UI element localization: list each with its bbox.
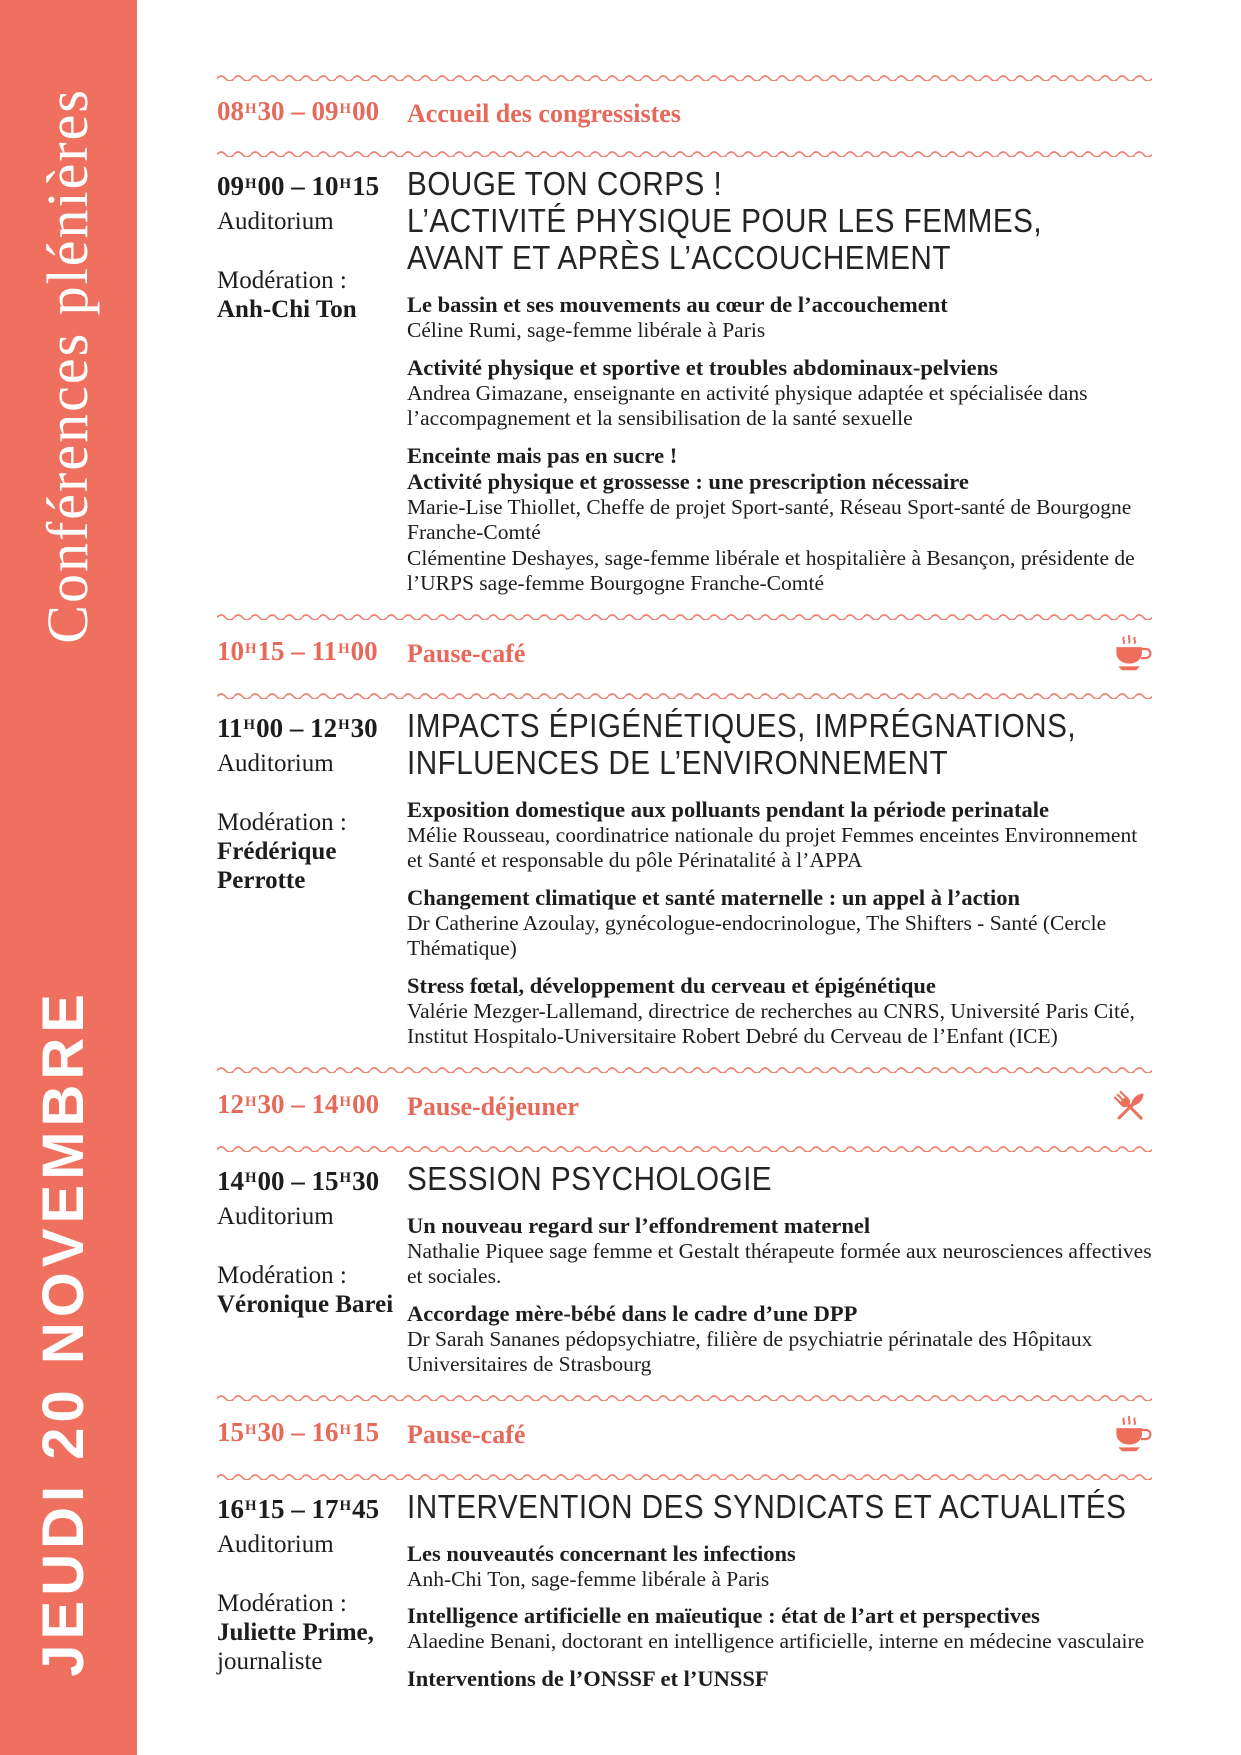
talk [407,1301,1152,1378]
break-row-pause-cafe-1 [217,620,1152,690]
track-label: Conférences plénières [35,88,100,644]
break-time: $12^H30 - 14^H00$ [217,1089,380,1119]
talk [407,1666,1152,1692]
moderation-block [217,808,407,895]
break-label: Pause-café [407,1419,526,1449]
wavy-divider [217,72,1152,81]
day-label: JEUDI 20 NOVEMBRE [31,989,96,1677]
talk-speaker: Andrea Gimazane, enseignante en activité physique adaptée et spécialisée dans l’accompagnement et la sensibilisation de la santé sexuelle [407,380,1088,430]
wavy-divider [217,1392,1152,1401]
session-meta [217,711,407,1050]
talk-speaker: Céline Rumi, sage-femme libérale à Paris [407,318,766,342]
talk-title: Un nouveau regard sur l’effondrement maternel [407,1212,871,1238]
session-room: Auditorium [217,1530,334,1558]
talk [407,443,1152,597]
session-syndicats-actualites [217,1487,1152,1692]
wavy-divider [217,611,1152,620]
cutlery-icon [1108,1086,1152,1128]
wavy-divider [217,148,1152,157]
moderation-block [217,1589,407,1676]
talk-title: Interventions de l’ONSSF et l’UNSSF [407,1665,769,1691]
session-content [407,706,1152,1050]
coffee-cup-icon [1110,633,1152,675]
wavy-divider [217,1143,1152,1152]
break-time: $10^H15 - 11^H00$ [217,636,378,666]
session-title: INTERVENTION DES SYNDICATS ET ACTUALITÉS [407,1487,1127,1525]
talk-speaker: Valérie Mezger-Lallemand, directrice de recherches au CNRS, Université Paris Cité, Institut Hospitalo-Universitaire Robert Debré du Cerveau de l’Enfant (ICE) [407,998,1135,1048]
session-room: Auditorium [217,1202,334,1230]
talk [407,1213,1152,1290]
talk [407,292,1152,344]
talk-speaker: Alaedine Benani, doctorant en intelligence artificielle, interne en médecine vasculaire [407,1629,1145,1653]
talk-title: Enceinte mais pas en sucre ! [407,442,678,468]
moderation-label: Modération : [217,1589,347,1617]
session-time: $11^H00 - 12^H30$ [217,712,378,743]
session-time: $09^H00 - 10^H15$ [217,171,380,201]
moderator-name: Véronique Barei [217,1290,394,1318]
moderation-label: Modération : [217,267,347,294]
break-row-accueil [217,81,1152,148]
break-label: Pause-café [407,638,526,668]
session-psychologie [217,1159,1152,1378]
talk [407,797,1152,874]
break-row-pause-cafe-2 [217,1401,1152,1471]
talk [407,1541,1152,1593]
break-time: $15^H30 - 16^H15$ [217,1417,380,1447]
schedule-column [217,0,1152,1706]
talk [407,1603,1152,1655]
talk-speaker: Mélie Rousseau, coordinatrice nationale du projet Femmes enceintes Environnement et Santé et responsable du pôle Périnatalité à l’APPA [407,822,1138,872]
talk-title: Le bassin et ses mouvements au cœur de l’accouchement [407,292,948,317]
talk-title: Exposition domestique aux polluants pendant la période perinatale [407,796,1049,822]
session-bouge-ton-corps [217,165,1152,597]
session-impacts-epigenetiques [217,706,1152,1050]
session-title: BOUGE TON CORPS ! L’ACTIVITÉ PHYSIQUE POUR LES FEMMES, AVANT ET APRÈS L’ACCOUCHEMENT [407,165,1043,276]
wavy-divider [217,1064,1152,1073]
moderation-block [217,1261,407,1319]
break-label: Accueil des congressistes [407,98,681,128]
wavy-divider [217,1471,1152,1480]
moderator-name: Anh-Chi Ton [217,296,357,323]
session-room: Auditorium [217,208,334,235]
moderator-name: Frédérique Perrotte [217,837,337,894]
talk-title: Intelligence artificielle en maïeutique : état de l’art et perspectives [407,1603,1040,1628]
moderator-note: journaliste [217,1647,323,1675]
session-content [407,1159,1152,1378]
session-title: SESSION PSYCHOLOGIE [407,1159,773,1197]
talk-title: Activité physique et sportive et troubles abdominaux-pelviens [407,354,998,380]
wavy-divider [217,690,1152,699]
session-content [407,165,1152,597]
session-content [407,1487,1152,1692]
talk-speaker: Marie-Lise Thiollet, Cheffe de projet Sport-santé, Réseau Sport-santé de Bourgogne Franche-Comté [407,494,1132,544]
moderator-name: Juliette Prime, [217,1618,374,1646]
session-time: $14^H00 - 15^H30$ [217,1165,380,1196]
talk-title: Activité physique et grossesse : une prescription nécessaire [407,468,969,494]
talk-speaker: Anh-Chi Ton, sage-femme libérale à Paris [407,1566,770,1591]
session-meta [217,1492,407,1692]
session-meta [217,1164,407,1378]
moderation-label: Modération : [217,1261,347,1289]
talk-title: Les nouveautés concernant les infections [407,1540,796,1566]
coffee-cup-icon [1110,1414,1152,1456]
break-label: Pause-déjeuner [407,1091,579,1121]
session-time: $16^H15 - 17^H45$ [217,1493,380,1524]
talk-speaker: Dr Catherine Azoulay, gynécologue-endocrinologue, The Shifters - Santé (Cercle Thématique) [407,910,1107,960]
break-row-pause-dejeuner [217,1073,1152,1143]
talk-speaker: Clémentine Deshayes, sage-femme libérale et hospitalière à Besançon, présidente de l’URPS sage-femme Bourgogne Franche-Comté [407,545,1135,595]
talk-title: Accordage mère-bébé dans le cadre d’une DPP [407,1300,858,1326]
session-title: IMPACTS ÉPIGÉNÉTIQUES, IMPRÉGNATIONS, INFLUENCES DE L’ENVIRONNEMENT [407,706,1077,781]
talk-title: Changement climatique et santé maternelle : un appel à l’action [407,884,1021,910]
talk-title: Stress fœtal, développement du cerveau et épigénétique [407,972,936,998]
talk [407,973,1152,1050]
talk-speaker: Dr Sarah Sananes pédopsychiatre, filière de psychiatrie périnatale des Hôpitaux Universitaires de Strasbourg [407,1326,1093,1376]
moderation-block [217,266,407,324]
break-time: $08^H30 - 09^H00$ [217,96,380,126]
talk-speaker: Nathalie Piquee sage femme et Gestalt thérapeute formée aux neurosciences affectives et sociales. [407,1238,1152,1288]
talk [407,355,1152,432]
session-meta [217,169,407,597]
session-room: Auditorium [217,749,334,777]
moderation-label: Modération : [217,808,347,836]
talk [407,885,1152,962]
